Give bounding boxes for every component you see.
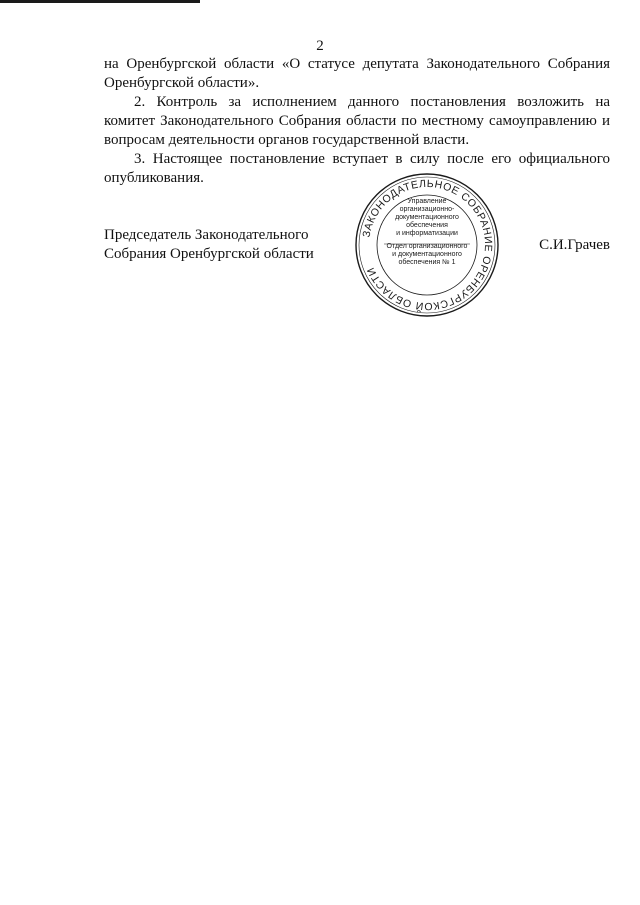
paragraph-item-2: 2. Контроль за исполнением данного постановления возложить на комитет Законодательного Собрания области по местному самоуправлению и вопросам деятельности органов государственной власти. [104,94,610,148]
seal-dept-line-5: и информатизации [396,230,458,237]
seal-sub-line-3: обеспечения № 1 [398,259,456,266]
seal-dept-line-3: документационного [395,214,459,221]
seal-sub-line-2: и документационного [392,251,462,258]
seal-sub-line-1: Отдел организационного [386,243,468,250]
signatory-title-line-1: Председатель Законодательного [104,227,309,243]
paragraph-item-3: 3. Настоящее постановление вступает в силу после его официального опубликования. [104,151,610,186]
seal-dept-line-4: обеспечения [406,222,448,229]
seal-dept-line-2: организационно- [399,206,455,213]
paragraph-continuation: на Оренбургской области «О статусе депутата Законодательного Собрания Оренбургской области». [104,56,610,91]
scan-edge-bar [0,0,200,3]
signatory-name: С.И.Грачев [539,237,610,253]
seal-ring-textpath: ЗАКОНОДАТЕЛЬНОЕ СОБРАНИЕ ОРЕНБУРГСКОЙ ОБЛАСТИ [360,177,495,313]
seal-center-text [372,198,482,267]
signatory-title [104,226,314,264]
seal-subdivision [372,243,482,267]
document-body [104,55,610,188]
seal-dept-line-1: Управление [407,198,447,205]
signatory-title-line-2: Собрания Оренбургской области [104,246,314,262]
page-number: 2 [316,38,324,54]
seal-department [372,198,482,238]
